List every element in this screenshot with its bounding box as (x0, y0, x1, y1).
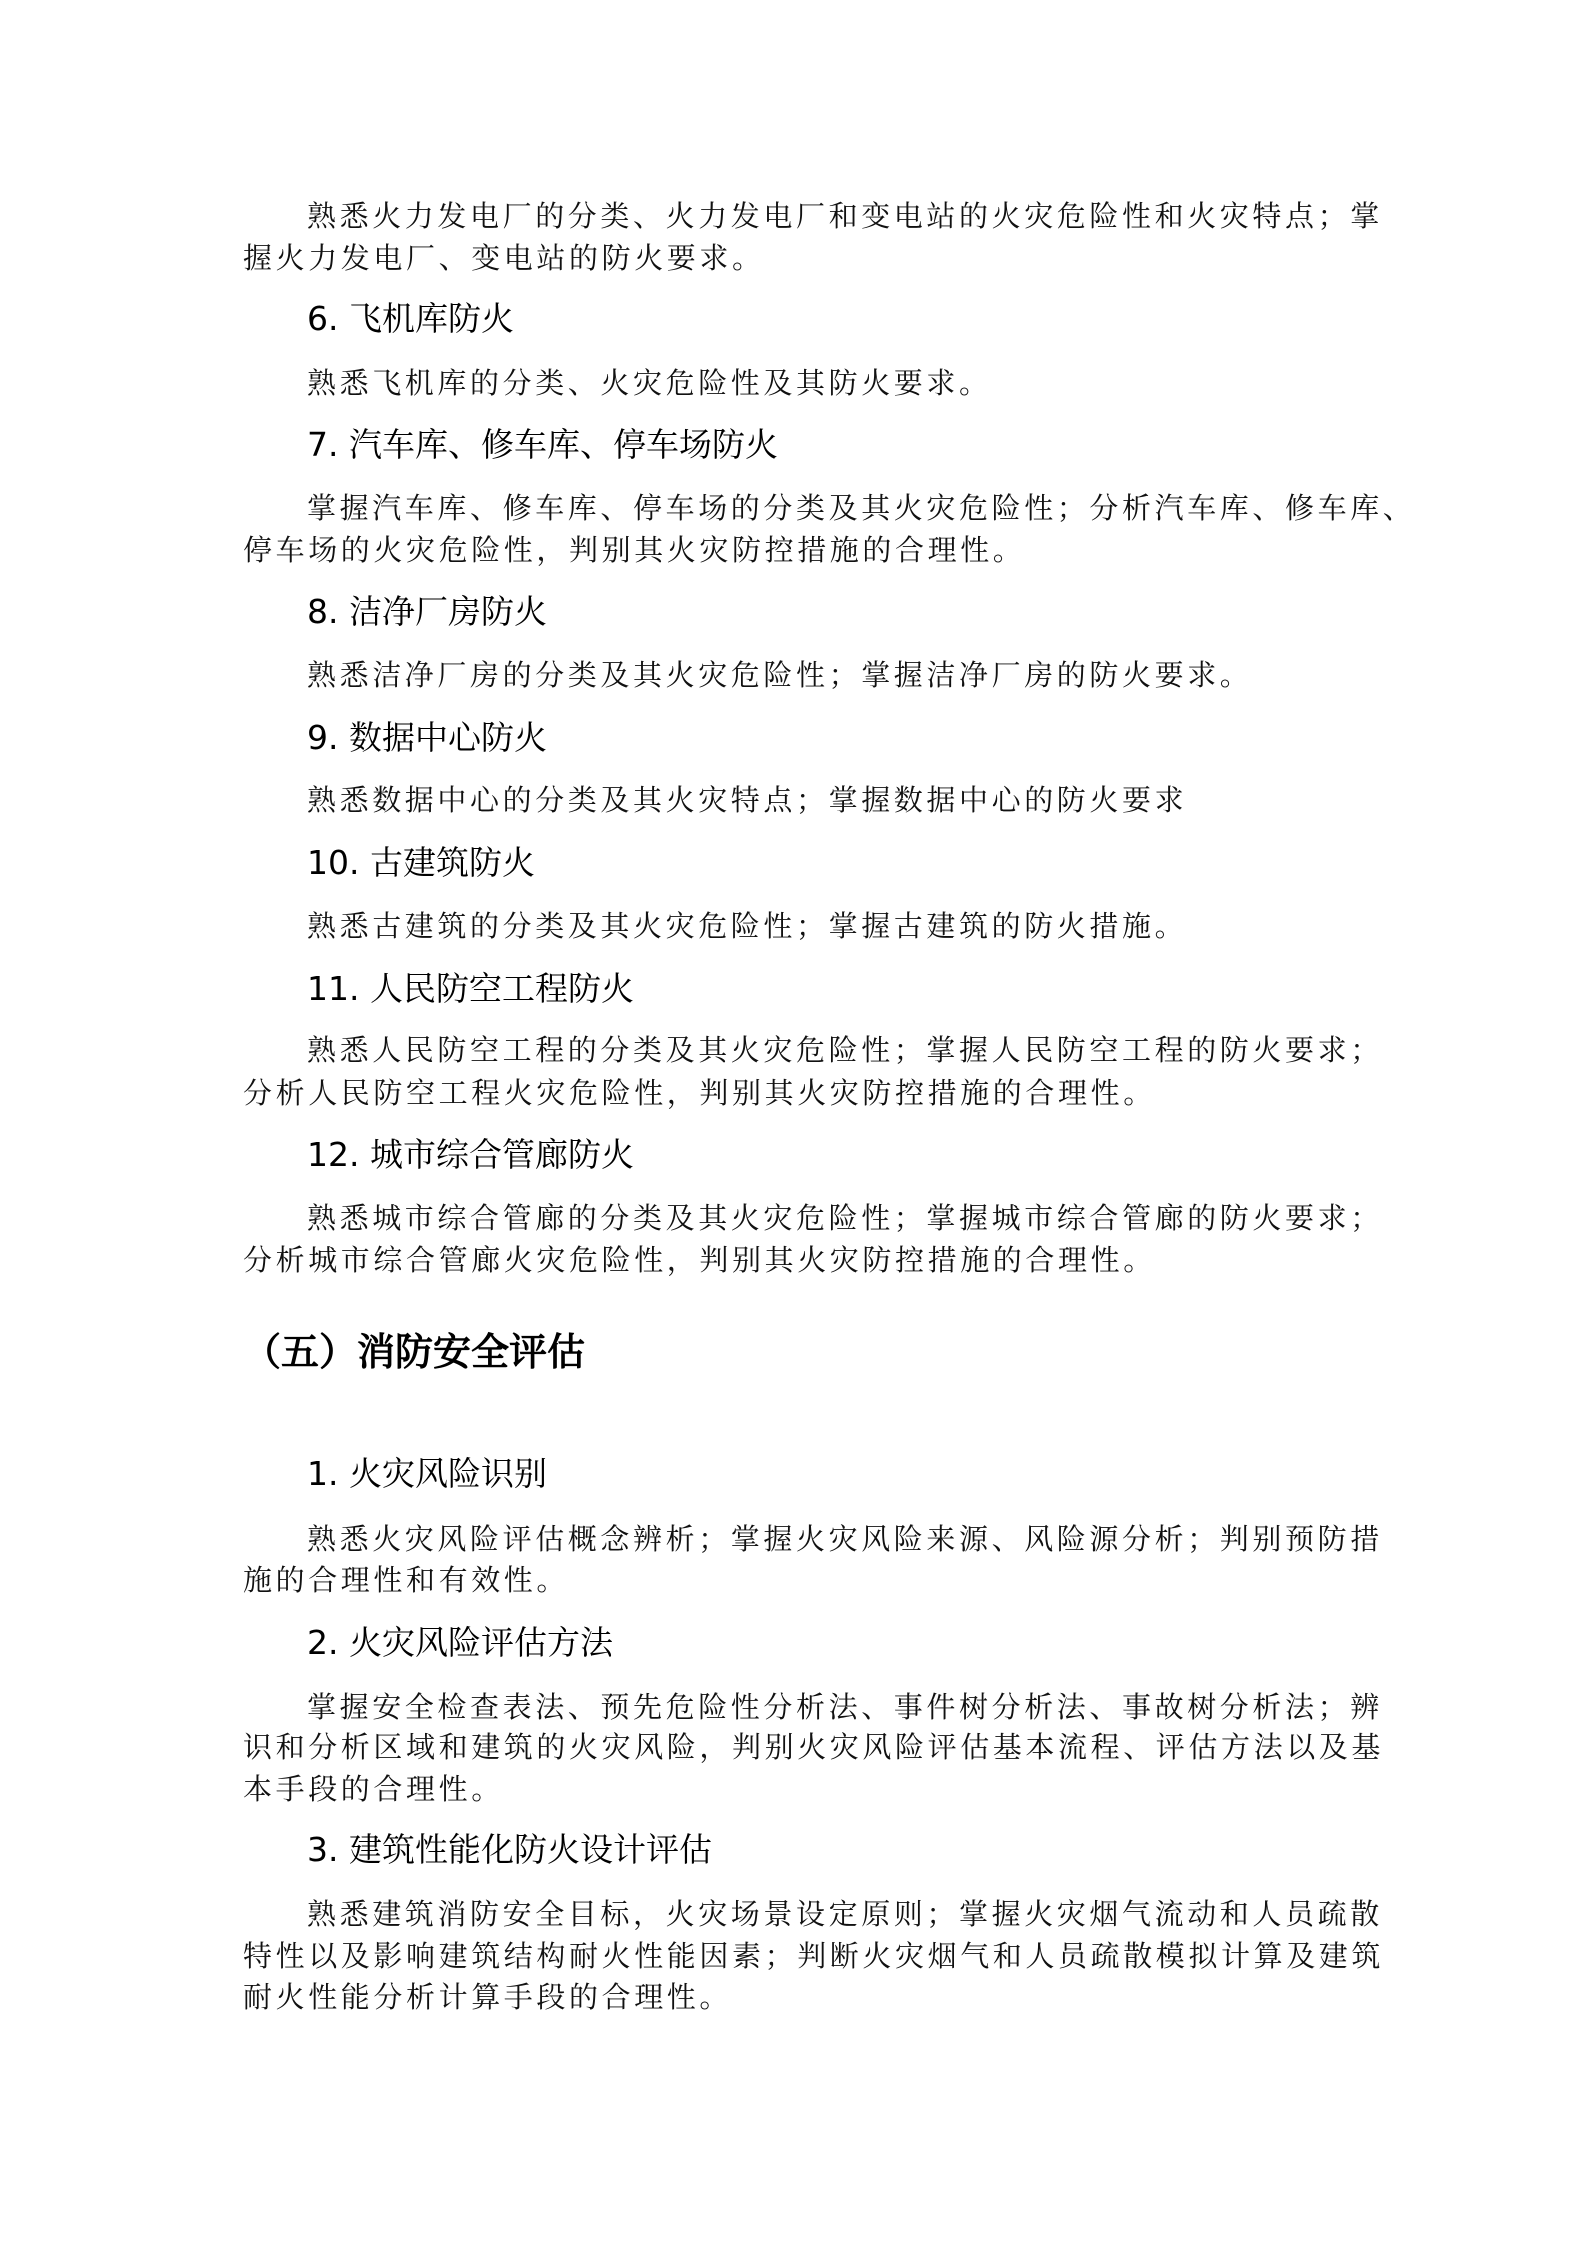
paragraph-fire-risk-assessment-methods-line-3: 本手段的合理性。 (243, 1772, 504, 1806)
paragraph-ancient-building-line-1: 熟悉古建筑的分类及其火灾危险性；掌握古建筑的防火措施。 (307, 909, 1188, 943)
heading-utility-tunnel: 12. 城市综合管廊防火 (307, 1135, 634, 1174)
paragraph-fire-risk-identification-line-2: 施的合理性和有效性。 (243, 1563, 570, 1597)
paragraph-fire-risk-identification-line-1: 熟悉火灾风险评估概念辨析；掌握火灾风险来源、风险源分析；判别预防措 (307, 1522, 1383, 1556)
heading-data-center: 9. 数据中心防火 (307, 718, 547, 757)
paragraph-civil-air-defense-line-2: 分析人民防空工程火灾危险性，判别其火灾防控措施的合理性。 (243, 1076, 1156, 1110)
heading-aircraft-hangar: 6. 飞机库防火 (307, 299, 514, 338)
paragraph-clean-room-line-1: 熟悉洁净厂房的分类及其火灾危险性；掌握洁净厂房的防火要求。 (307, 658, 1253, 692)
paragraph-utility-tunnel-line-1: 熟悉城市综合管廊的分类及其火灾危险性；掌握城市综合管廊的防火要求； (307, 1201, 1383, 1235)
heading-performance-based-design: 3. 建筑性能化防火设计评估 (307, 1830, 712, 1869)
heading-fire-risk-assessment-methods: 2. 火灾风险评估方法 (307, 1623, 613, 1662)
paragraph-performance-based-design-line-1: 熟悉建筑消防安全目标，火灾场景设定原则；掌握火灾烟气流动和人员疏散 (307, 1897, 1383, 1931)
paragraph-utility-tunnel-line-2: 分析城市综合管廊火灾危险性，判别其火灾防控措施的合理性。 (243, 1243, 1156, 1277)
paragraph-garage-line-1: 掌握汽车库、修车库、停车场的分类及其火灾危险性；分析汽车库、修车库、 (307, 491, 1416, 525)
section-heading-fire-safety-assessment: （五）消防安全评估 (243, 1330, 586, 1374)
heading-civil-air-defense: 11. 人民防空工程防火 (307, 969, 634, 1008)
paragraph-aircraft-hangar-line-1: 熟悉飞机库的分类、火灾危险性及其防火要求。 (307, 366, 992, 400)
heading-garage: 7. 汽车库、修车库、停车场防火 (307, 425, 778, 464)
heading-clean-room: 8. 洁净厂房防火 (307, 592, 547, 631)
heading-ancient-building: 10. 古建筑防火 (307, 843, 535, 882)
paragraph-power-plant-line-1: 熟悉火力发电厂的分类、火力发电厂和变电站的火灾危险性和火灾特点；掌 (307, 199, 1383, 233)
paragraph-garage-line-2: 停车场的火灾危险性，判别其火灾防控措施的合理性。 (243, 533, 1026, 567)
paragraph-performance-based-design-line-3: 耐火性能分析计算手段的合理性。 (243, 1980, 733, 2014)
paragraph-performance-based-design-line-2: 特性以及影响建筑结构耐火性能因素；判断火灾烟气和人员疏散模拟计算及建筑 (243, 1939, 1385, 1973)
paragraph-civil-air-defense-line-1: 熟悉人民防空工程的分类及其火灾危险性；掌握人民防空工程的防火要求； (307, 1033, 1383, 1067)
paragraph-power-plant-line-2: 握火力发电厂、变电站的防火要求。 (243, 241, 765, 275)
paragraph-fire-risk-assessment-methods-line-1: 掌握安全检查表法、预先危险性分析法、事件树分析法、事故树分析法；辨 (307, 1690, 1383, 1724)
paragraph-fire-risk-assessment-methods-line-2: 识和分析区域和建筑的火灾风险，判别火灾风险评估基本流程、评估方法以及基 (243, 1730, 1385, 1764)
heading-fire-risk-identification: 1. 火灾风险识别 (307, 1454, 547, 1493)
paragraph-data-center-line-1: 熟悉数据中心的分类及其火灾特点；掌握数据中心的防火要求 (307, 783, 1188, 817)
